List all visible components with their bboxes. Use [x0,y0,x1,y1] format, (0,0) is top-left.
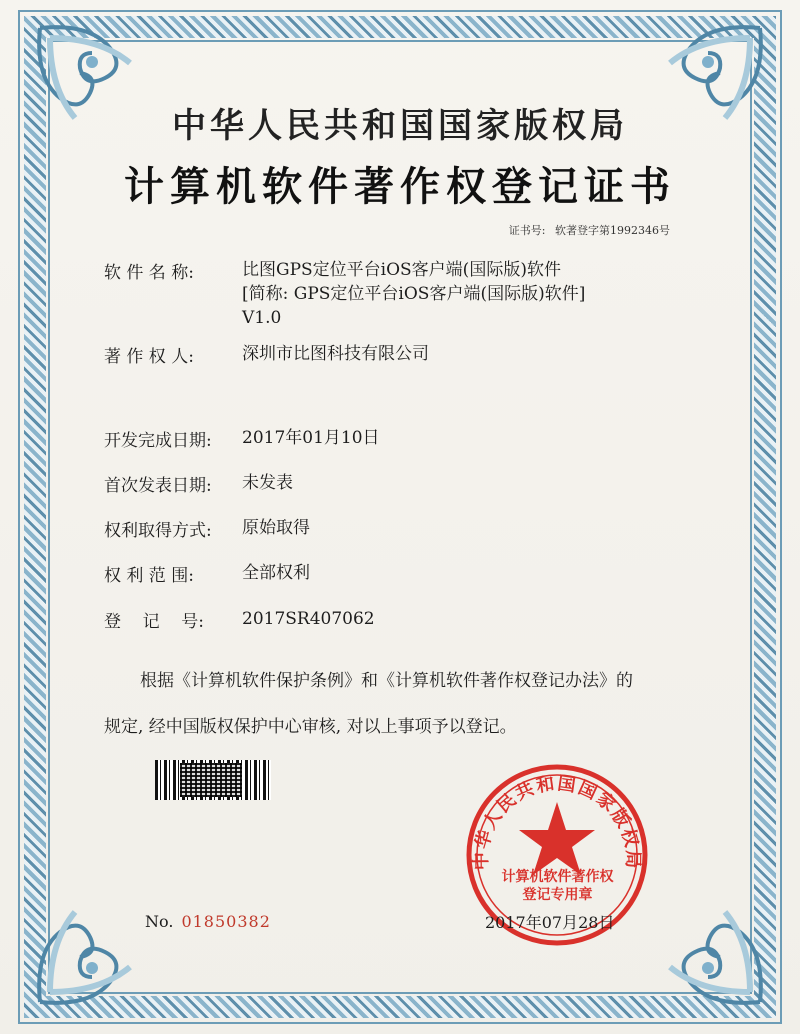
field-label: 登 记 号: [104,612,204,632]
field-label: 软 件 名 称: [104,263,194,283]
serial-prefix: No. [145,912,174,931]
field-publish-date [104,471,293,496]
statement-line1: 根据《计算机软件保护条例》和《计算机软件著作权登记办法》的 [140,671,633,691]
field-label: 开发完成日期: [104,431,212,451]
field-value: 2017SR407062 [242,609,375,629]
field-value: 深圳市比图科技有限公司 [242,344,429,364]
issue-date: 2017年07月28日 [485,913,615,932]
field-value: 未发表 [242,473,293,493]
field-owner [104,342,429,367]
field-value: 原始取得 [242,518,310,538]
field-dev-date [104,426,380,451]
corner-ornament-icon [640,892,770,1012]
field-scope [104,561,310,586]
field-value: 2017年01月10日 [242,428,380,448]
corner-ornament-icon [30,892,160,1012]
field-method [104,516,310,541]
serial-value: 01850382 [181,912,271,931]
software-name-line1: 比图GPS定位平台iOS客户端(国际版)软件 [242,260,561,280]
field-label: 首次发表日期: [104,476,212,496]
field-reg-no [104,607,375,632]
certificate-number-label: 证书号: [508,224,546,237]
field-label: 权利取得方式: [104,521,212,541]
certificate-title: 计算机软件著作权登记证书 [124,163,676,210]
qr-code-icon [180,763,242,797]
certificate-number [503,222,670,238]
field-software-name [104,258,585,330]
certificate-number-value: 软著登字第1992346号 [555,224,670,237]
seal-line2: 登记专用章 [522,887,593,903]
field-value [242,258,585,330]
software-name-line2: [简称: GPS定位平台iOS客户端(国际版)软件] [242,284,586,304]
field-label: 著 作 权 人: [104,347,194,367]
serial-number [145,912,271,931]
statement-line2: 规定, 经中国版权保护中心审核, 对以上事项予以登记。 [104,717,517,737]
seal-ring-text: 中华人民共和国国家版权局 [470,773,644,871]
seal-line1: 计算机软件著作权 [501,869,614,885]
software-version: V1.0 [242,308,282,328]
issuer-title: 中华人民共和国国家版权局 [172,106,628,146]
field-value: 全部权利 [242,563,310,583]
field-label: 权 利 范 围: [104,566,194,586]
